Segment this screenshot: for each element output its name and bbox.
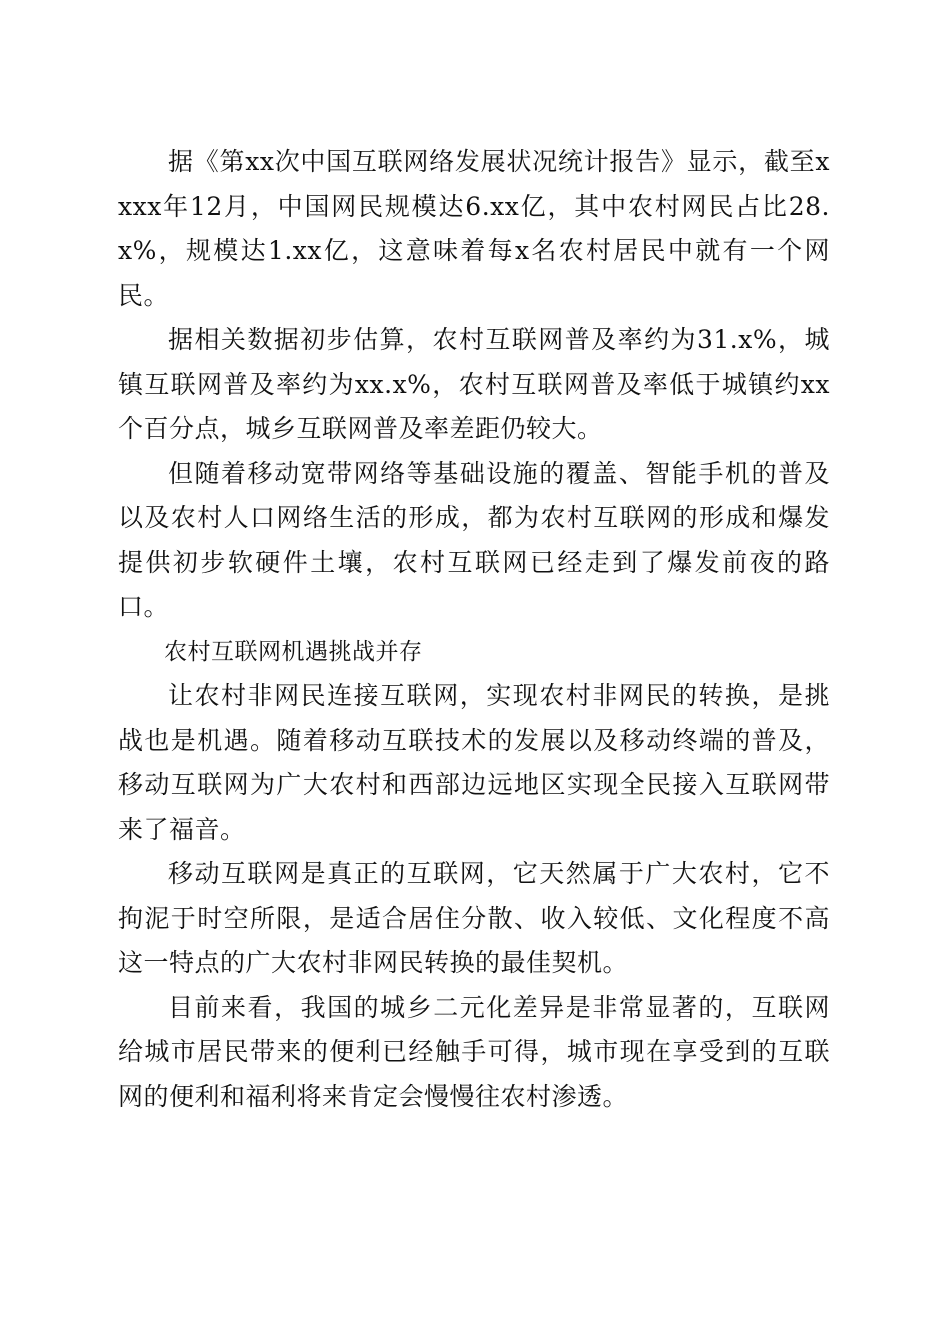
- paragraph-urban-rural-gap: 目前来看，我国的城乡二元化差异是非常显著的，互联网给城市居民带来的便利已经触手可得，城市现在享受到的互联网的便利和福利将来肯定会慢慢往农村渗透。: [118, 992, 830, 1111]
- document-body: [118, 140, 830, 1119]
- paragraph-penetration-rate: 据相关数据初步估算，农村互联网普及率约为31.x%，城镇互联网普及率约为xx.x%，农村互联网普及率低于城镇约xx个百分点，城乡互联网普及率差距仍较大。: [118, 325, 830, 443]
- paragraph-mobile-internet: 移动互联网是真正的互联网，它天然属于广大农村，它不拘泥于时空所限，是适合居住分散、收入较低、文化程度不高这一特点的广大农村非网民转换的最佳契机。: [118, 859, 830, 977]
- paragraph-infrastructure: 但随着移动宽带网络等基础设施的覆盖、智能手机的普及以及农村人口网络生活的形成，都为农村互联网的形成和爆发提供初步软硬件土壤，农村互联网已经走到了爆发前夜的路口。: [118, 458, 830, 621]
- paragraph-opportunity: 让农村非网民连接互联网，实现农村非网民的转换，是挑战也是机遇。随着移动互联技术的发展以及移动终端的普及，移动互联网为广大农村和西部边远地区实现全民接入互联网带来了福音。: [118, 681, 830, 844]
- paragraph-statistics-report: 据《第xx次中国互联网络发展状况统计报告》显示，截至xxxx年12月，中国网民规模达6.xx亿，其中农村网民占比28.x%，规模达1.xx亿，这意味着每x名农村居民中就有一个网民。: [118, 147, 830, 310]
- section-heading: 农村互联网机遇挑战并存: [164, 638, 423, 665]
